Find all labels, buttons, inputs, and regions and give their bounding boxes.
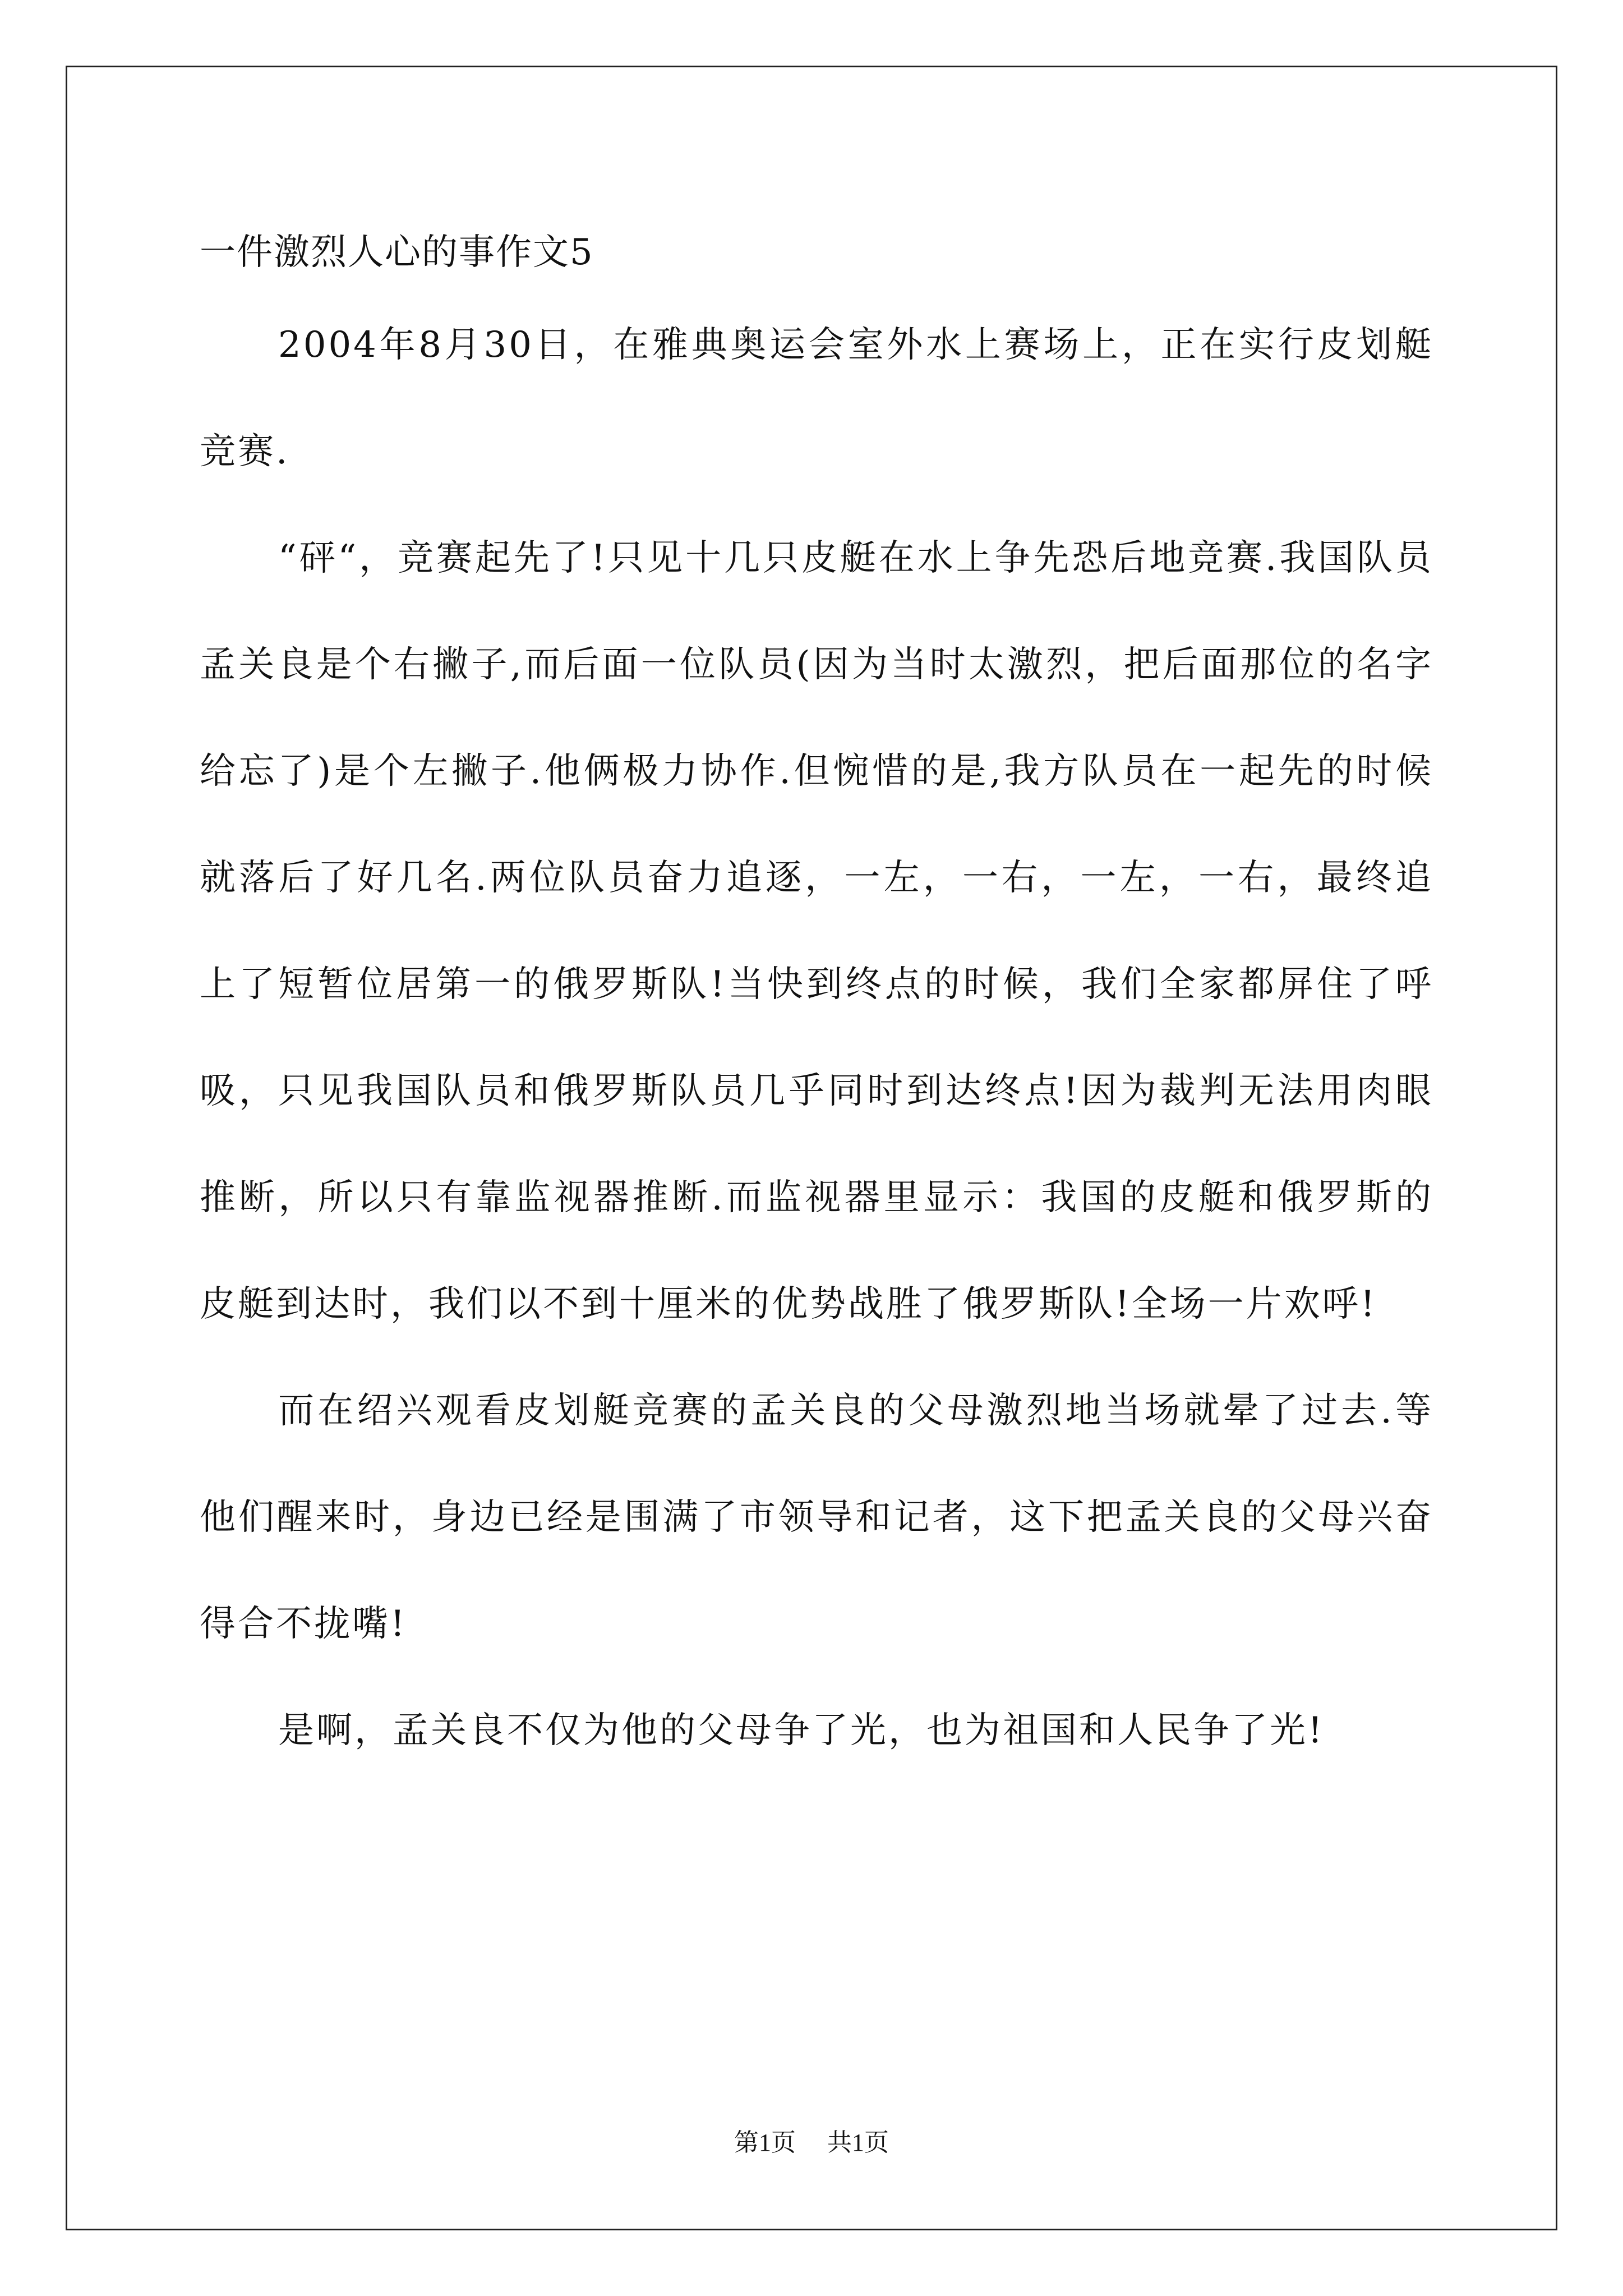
page-footer <box>0 2126 1623 2160</box>
page-number: 第1页 <box>734 2129 796 2156</box>
paragraph-2: “砰“，竞赛起先了!只见十几只皮艇在水上争先恐后地竞赛.我国队员孟关良是个右撇子,而后面一位队员(因为当时太激烈，把后面那位的名字给忘了)是个左撇子.他俩极力协作.但惋惜的是,我方队员在一起先的时候就落后了好几名.两位队员奋力追逐，一左，一右，一左，一右，最终追上了短暂位居第一的俄罗斯队!当快到终点的时候，我们全家都屏住了呼吸，只见我国队员和俄罗斯队员几乎同时到达终点!因为裁判无法用肉眼推断，所以只有靠监视器推断.而监视器里显示：我国的皮艇和俄罗斯的皮艇到达时，我们以不到十厘米的优势战胜了俄罗斯队!全场一片欢呼! <box>200 537 1433 1325</box>
paragraph-4: 是啊，孟关良不仅为他的父母争了光，也为祖国和人民争了光! <box>278 1710 1325 1751</box>
document-body <box>200 292 1433 1784</box>
document-title: 一件激烈人心的事作文5 <box>200 232 594 273</box>
paragraph-1: 2004年8月30日，在雅典奥运会室外水上赛场上，正在实行皮划艇竞赛. <box>200 324 1433 472</box>
paragraph-3: 而在绍兴观看皮划艇竞赛的孟关良的父母激烈地当场就晕了过去.等他们醒来时，身边已经是围满了市领导和记者，这下把孟关良的父母兴奋得合不拢嘴! <box>200 1390 1433 1645</box>
page-total: 共1页 <box>827 2129 889 2156</box>
